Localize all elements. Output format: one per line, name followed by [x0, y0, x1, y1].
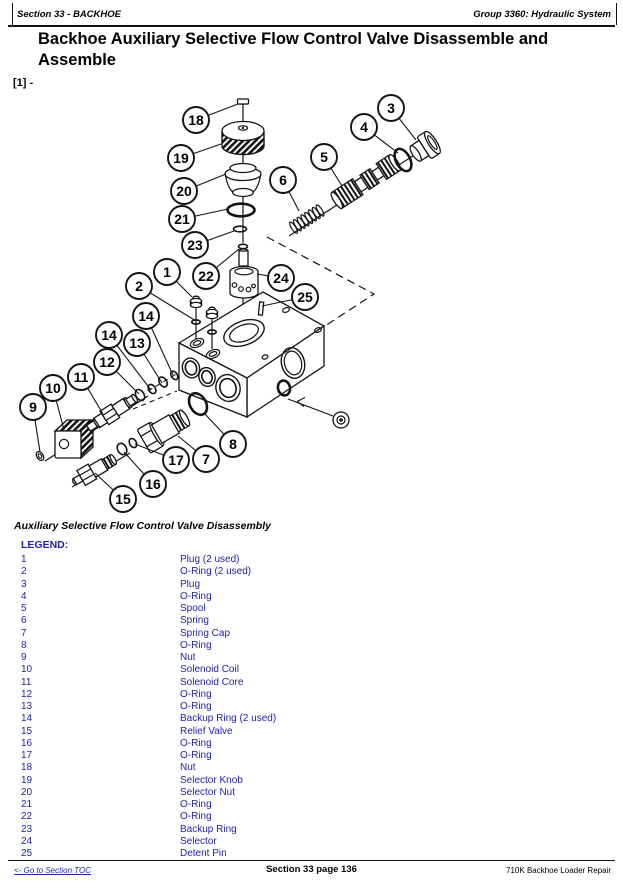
svg-text:1: 1: [163, 264, 171, 280]
svg-text:5: 5: [320, 149, 328, 165]
callout-6: [270, 167, 296, 193]
legend-row: [21, 591, 441, 603]
legend-item-number: 4: [21, 590, 27, 602]
legend-row: [21, 640, 441, 652]
callout-22: [193, 263, 219, 289]
legend-item-desc: Selector: [180, 835, 217, 847]
legend-item-number: 9: [21, 652, 27, 663]
legend-item-desc: Solenoid Core: [180, 676, 244, 688]
legend-row: [21, 579, 441, 591]
part-16-oring: [115, 442, 129, 457]
callout-21: [169, 206, 195, 232]
legend-item-desc: Selector Nut: [180, 786, 236, 798]
svg-text:25: 25: [297, 289, 313, 305]
svg-text:10: 10: [45, 380, 61, 396]
svg-text:4: 4: [360, 119, 368, 135]
legend-row: [21, 811, 441, 823]
callout-2: [126, 273, 152, 299]
legend-item-number: 21: [21, 799, 33, 810]
legend-item-number: 10: [21, 664, 33, 676]
legend-item-desc: Backup Ring: [180, 823, 237, 835]
legend-row: [21, 762, 441, 774]
legend-row: [21, 836, 441, 848]
legend-item-desc: O-Ring: [180, 737, 212, 749]
legend-row: [21, 677, 441, 689]
legend-item-desc: O-Ring: [180, 799, 212, 810]
part-6-spring: [288, 204, 325, 234]
legend-item-desc: O-Ring: [180, 590, 212, 602]
svg-text:11: 11: [73, 369, 89, 385]
legend-item-desc: Nut: [180, 762, 196, 774]
svg-text:14: 14: [101, 327, 117, 343]
go-to-section-toc-link[interactable]: <- Go to Section TOC: [14, 866, 91, 875]
footer-rule: [8, 860, 615, 861]
part-23-backup-ring: [234, 226, 247, 232]
legend-item-number: 18: [21, 762, 33, 774]
legend-item-desc: O-Ring: [180, 701, 212, 712]
svg-text:3: 3: [387, 100, 395, 116]
legend-item-desc: Detent Pin: [180, 848, 227, 859]
legend-item-number: 3: [21, 578, 27, 590]
svg-text:24: 24: [273, 270, 289, 286]
callout-5: [311, 144, 337, 170]
callout-18: [183, 107, 209, 133]
legend-item-number: 6: [21, 615, 27, 627]
legend-item-number: 17: [21, 750, 33, 761]
header-group-label: Group 3360: Hydraulic System: [473, 9, 611, 20]
legend-item-number: 12: [21, 688, 33, 700]
svg-text:22: 22: [198, 268, 214, 284]
legend-row: [21, 848, 441, 860]
legend-row: [21, 775, 441, 787]
svg-text:16: 16: [145, 476, 161, 492]
legend-item-desc: Spring: [180, 615, 209, 627]
legend-row: [21, 787, 441, 799]
callout-8: [220, 431, 246, 457]
svg-text:14: 14: [138, 308, 154, 324]
callout-16: [140, 471, 166, 497]
svg-text:18: 18: [188, 112, 204, 128]
legend-row: [21, 738, 441, 750]
svg-text:23: 23: [187, 237, 203, 253]
callout-20: [171, 178, 197, 204]
footer-page-label: Section 33 page 136: [266, 864, 357, 875]
legend-row: [21, 750, 441, 762]
legend-row: [21, 824, 441, 836]
legend-item-number: 19: [21, 774, 33, 786]
part-5-spool: [329, 153, 402, 210]
legend-item-desc: Nut: [180, 652, 196, 663]
legend-item-number: 11: [21, 676, 32, 688]
svg-text:2: 2: [135, 278, 143, 294]
callout-10: [40, 375, 66, 401]
legend-item-number: 15: [21, 725, 33, 737]
callout-19: [168, 145, 194, 171]
legend-item-number: 20: [21, 786, 33, 798]
legend-item-desc: Relief Valve: [180, 725, 233, 737]
svg-text:8: 8: [229, 436, 237, 452]
svg-text:15: 15: [115, 491, 131, 507]
svg-text:19: 19: [173, 150, 189, 166]
callout-13: [124, 330, 150, 356]
legend-item-number: 7: [21, 627, 27, 639]
legend-item-number: 1: [21, 554, 27, 565]
legend-row: [21, 554, 441, 566]
page-title: Backhoe Auxiliary Selective Flow Control Valve Disassemble and Assemble: [38, 30, 549, 69]
legend-item-number: 14: [21, 713, 33, 725]
svg-text:7: 7: [202, 451, 210, 467]
callout-25: [292, 284, 318, 310]
legend-item-desc: O-Ring: [180, 688, 212, 700]
legend-item-number: 16: [21, 737, 33, 749]
legend-item-desc: O-Ring: [180, 811, 212, 823]
part-20-selector-nut: [225, 164, 261, 197]
callout-4: [351, 114, 377, 140]
legend-list: [21, 554, 441, 860]
legend-item-number: 22: [21, 811, 33, 823]
svg-text:17: 17: [168, 452, 184, 468]
legend-item-number: 2: [21, 566, 27, 578]
part-25-detent-pin: [258, 302, 263, 315]
callout-3: [378, 95, 404, 121]
header-section-label: Section 33 - BACKHOE: [17, 9, 121, 20]
legend-row: [21, 713, 441, 725]
svg-text:20: 20: [176, 183, 192, 199]
legend-row: [21, 615, 441, 627]
step-label: [1] -: [13, 77, 34, 89]
svg-text:9: 9: [29, 399, 37, 415]
callout-7: [193, 446, 219, 472]
svg-text:21: 21: [174, 211, 190, 227]
legend-row: [21, 664, 441, 676]
legend-item-desc: Plug: [180, 578, 201, 590]
legend-item-number: 5: [21, 603, 27, 614]
legend-item-number: 24: [21, 835, 33, 847]
legend-row: [21, 628, 441, 640]
figure-caption: Auxiliary Selective Flow Control Valve Disassembly: [14, 520, 271, 532]
part-17-oring: [128, 437, 139, 449]
callout-1: [154, 259, 180, 285]
legend-row: [21, 799, 441, 811]
part-24-selector: [230, 249, 258, 298]
callout-9: [20, 394, 46, 420]
callout-17: [163, 447, 189, 473]
callout-12: [94, 349, 120, 375]
callout-15: [110, 486, 136, 512]
legend-item-number: 8: [21, 639, 27, 651]
part-22-oring: [239, 244, 248, 248]
legend-title: LEGEND:: [21, 539, 69, 551]
callout-24: [268, 265, 294, 291]
legend-item-desc: O-Ring: [180, 639, 212, 651]
legend-item-desc: Solenoid Coil: [180, 664, 239, 676]
legend-row: [21, 566, 441, 578]
legend-row: [21, 726, 441, 738]
legend-item-number: 23: [21, 823, 33, 835]
part-21-oring: [228, 204, 255, 217]
svg-text:13: 13: [129, 335, 145, 351]
callout-14: [96, 322, 122, 348]
legend-row: [21, 652, 441, 664]
bottom-screw: [288, 398, 349, 429]
footer-manual-label: 710K Backhoe Loader Repair: [506, 866, 611, 875]
legend-item-number: 13: [21, 701, 33, 712]
legend-row: [21, 701, 441, 713]
legend-item-desc: Backup Ring (2 used): [180, 713, 277, 725]
svg-text:12: 12: [99, 354, 115, 370]
callout-23: [182, 232, 208, 258]
legend-item-desc: Spring Cap: [180, 627, 231, 639]
part-7-spring-cap: [137, 405, 194, 453]
legend-item-desc: Spool: [180, 603, 206, 614]
legend-item-desc: Plug (2 used): [180, 554, 240, 565]
callout-11: [68, 364, 94, 390]
legend-row: [21, 603, 441, 615]
legend-item-number: 25: [21, 848, 33, 859]
legend-row: [21, 689, 441, 701]
part-18-nut: [238, 99, 249, 104]
svg-text:6: 6: [279, 172, 287, 188]
part-19-selector-knob: [222, 122, 264, 155]
callout-14: [133, 303, 159, 329]
legend-item-desc: Selector Knob: [180, 774, 243, 786]
legend-item-desc: O-Ring (2 used): [180, 566, 252, 578]
legend-item-desc: O-Ring: [180, 750, 212, 761]
